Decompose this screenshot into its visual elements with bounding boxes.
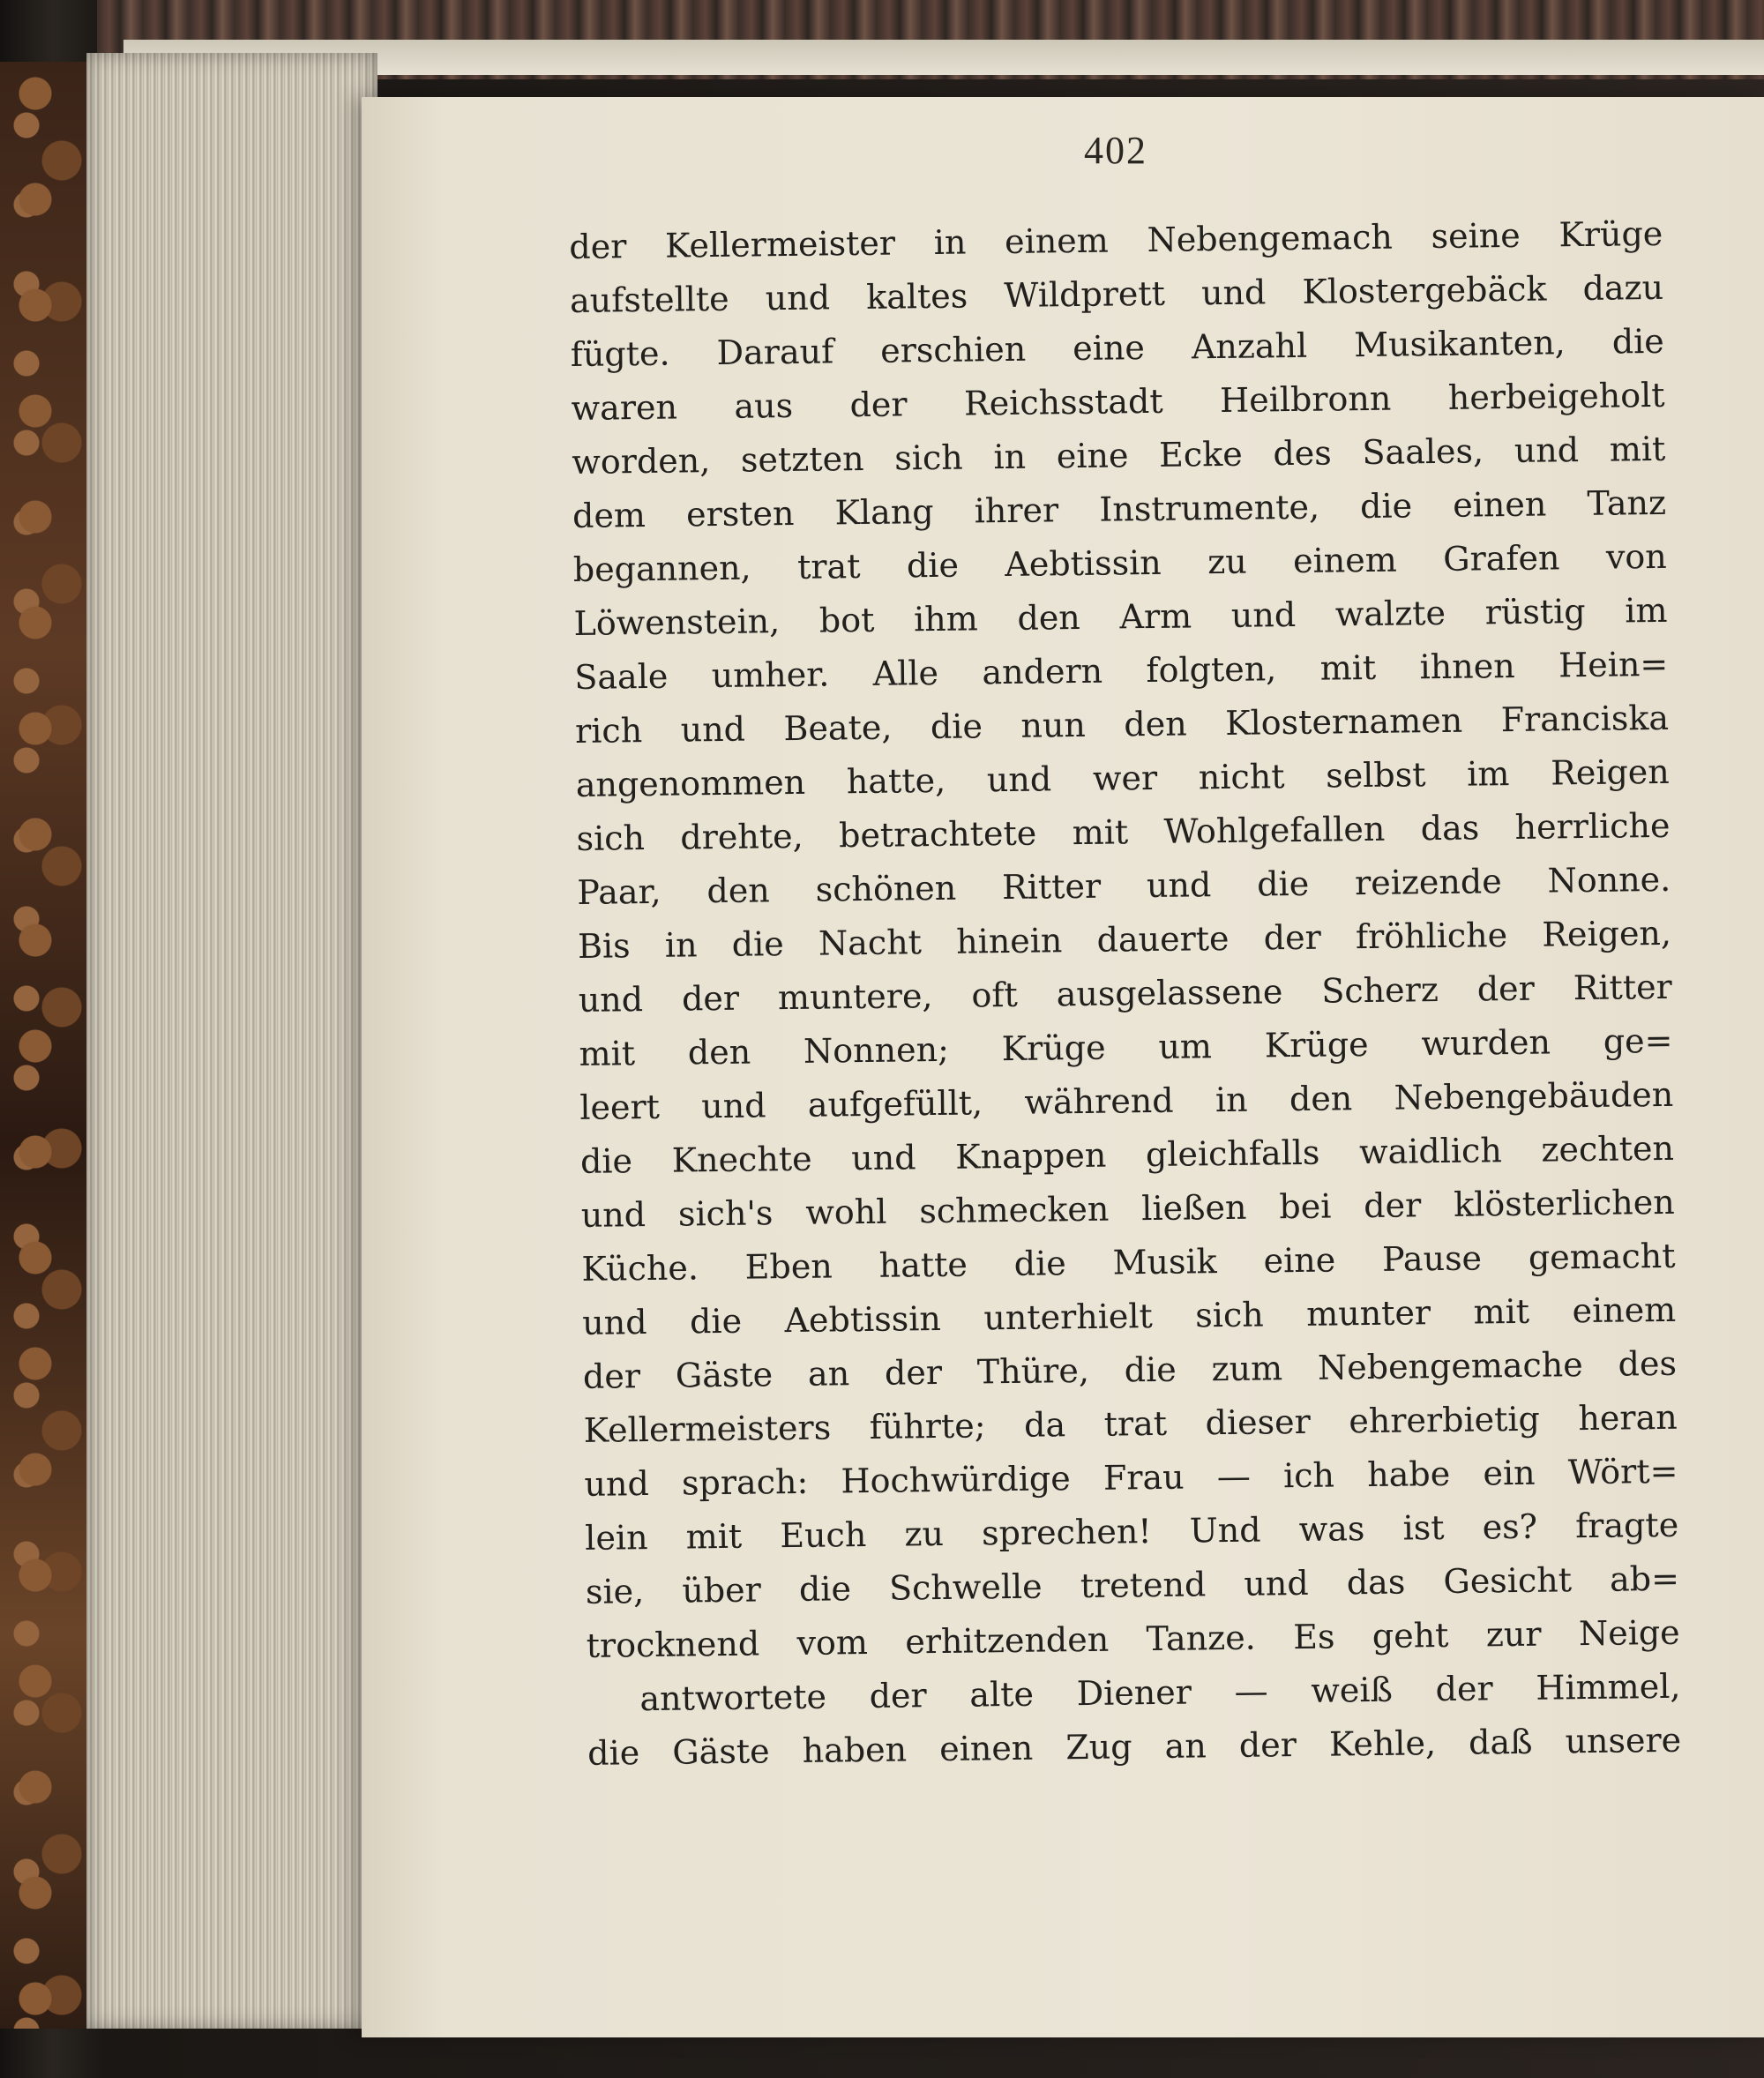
text-line: Saale umher. Alle andern folgten, mit ihnen Hein= bbox=[574, 644, 1669, 697]
text-line: waren aus der Reichsstadt Heilbronn herbeigeholt bbox=[571, 375, 1665, 428]
text-line: die Gäste haben einen Zug an der Kehle, daß unsere bbox=[587, 1720, 1682, 1773]
text-line: Paar, den schönen Ritter und die reizende Nonne. bbox=[577, 859, 1671, 912]
text-line: die Knechte und Knappen gleichfalls waidlich zechten bbox=[579, 1128, 1675, 1181]
text-line: sie, über die Schwelle tretend und das Gesicht ab= bbox=[585, 1558, 1680, 1611]
text-line: der Kellermeister in einem Nebengemach seine Krüge bbox=[569, 213, 1663, 266]
marbled-spine bbox=[0, 62, 88, 2029]
text-line: und sprach: Hochwürdige Frau — ich habe ein Wört= bbox=[584, 1451, 1678, 1504]
text-line: Küche. Eben hatte die Musik eine Pause gemacht bbox=[581, 1236, 1676, 1289]
text-line: der Gäste an der Thüre, die zum Nebengemache des bbox=[582, 1343, 1678, 1396]
text-line: begannen, trat die Aebtissin zu einem Grafen von bbox=[572, 536, 1668, 589]
text-line: Löwenstein, bot ihm den Arm und walzte rüstig im bbox=[573, 590, 1668, 643]
text-line: und die Aebtissin unterhielt sich munter mit einem bbox=[582, 1289, 1677, 1342]
text-line: und sich's wohl schmecken ließen bei der klösterlichen bbox=[580, 1182, 1675, 1235]
text-line: und der muntere, oft ausgelassene Scherz der Ritter bbox=[578, 967, 1672, 1020]
text-line: fügte. Darauf erschien eine Anzahl Musikanten, die bbox=[570, 321, 1665, 374]
text-line: rich und Beate, die nun den Klosternamen Franciska bbox=[574, 698, 1670, 751]
page-number: 402 bbox=[1084, 129, 1147, 172]
text-line: mit den Nonnen; Krüge um Krüge wurden ge= bbox=[579, 1020, 1673, 1073]
text-line: lein mit Euch zu sprechen! Und was ist es? fragte bbox=[584, 1505, 1679, 1558]
text-line: trocknend vom erhitzenden Tanze. Es geht zur Neige bbox=[586, 1612, 1680, 1665]
text-line: worden, setzten sich in eine Ecke des Saales, und mit bbox=[572, 429, 1666, 482]
text-line: angenommen hatte, und wer nicht selbst im Reigen bbox=[575, 751, 1670, 804]
page-body-text bbox=[569, 207, 1682, 1781]
text-line: dem ersten Klang ihrer Instrumente, die einen Tanz bbox=[572, 482, 1667, 535]
text-line: sich drehte, betrachtete mit Wohlgefallen das herrliche bbox=[576, 805, 1671, 858]
text-line: aufstellte und kaltes Wildprett und Klostergebäck dazu bbox=[569, 267, 1664, 320]
text-line: antwortete der alte Diener — weiß der Himmel, bbox=[639, 1666, 1681, 1719]
text-line: leert und aufgefüllt, während in den Nebengebäuden bbox=[579, 1074, 1674, 1127]
page-stack-edges bbox=[86, 53, 377, 2029]
text-line: Kellermeisters führte; da trat dieser ehrerbietig heran bbox=[583, 1397, 1678, 1450]
text-line: Bis in die Nacht hinein dauerte der fröhliche Reigen, bbox=[577, 913, 1672, 966]
